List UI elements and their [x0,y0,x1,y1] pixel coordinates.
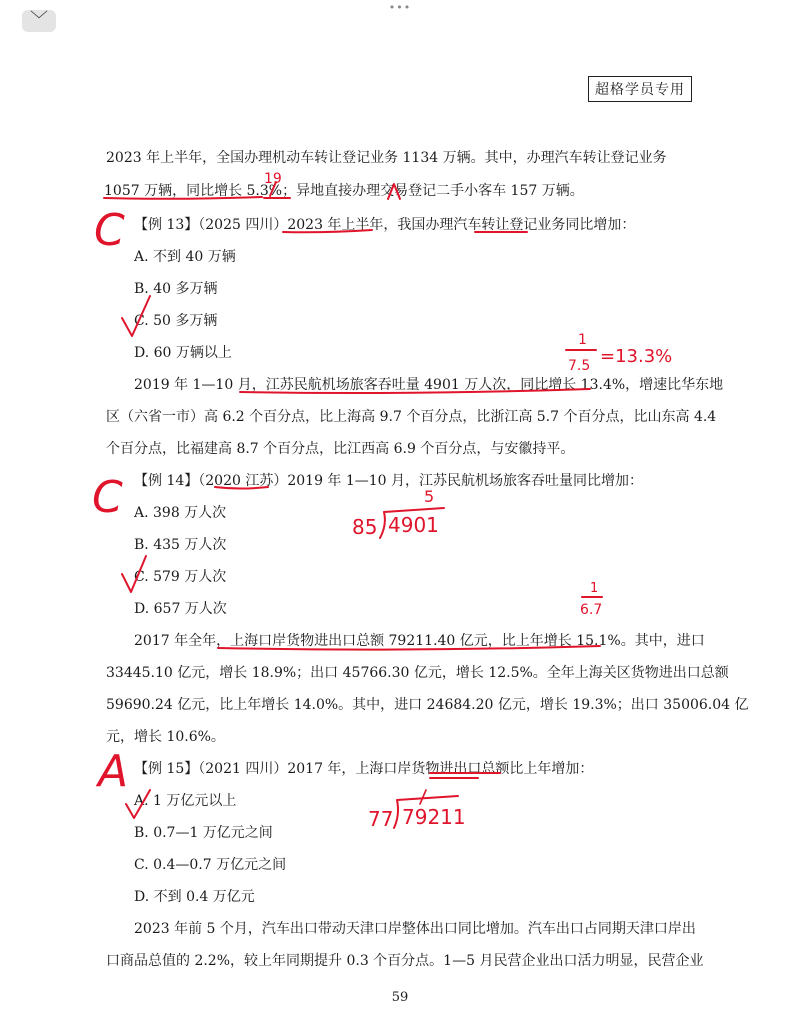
calc14-dividend: 4901 [388,513,439,537]
q14-option-a: A. 398 万人次 [134,505,227,521]
paragraph-3-line-4: 元，增长 10.6%。 [106,729,225,745]
q14-option-d: D. 657 万人次 [134,601,227,617]
q13-option-c: C. 50 多万辆 [134,313,218,329]
paragraph-4-line-1: 2023 年前 5 个月，汽车出口带动天津口岸整体出口同比增加。汽车出口占同期天津口岸出 [134,921,696,937]
calc14-division-bracket [380,508,444,538]
paragraph-1-line-2: 1057 万辆，同比增长 5.3%；异地直接办理交易登记二手小客车 157 万辆。 [104,183,584,199]
note-19: 19 [264,171,282,187]
q15-option-d: D. 不到 0.4 万亿元 [134,889,255,905]
q15-stem: 【例 15】（2021 四川）2017 年，上海口岸货物进出口总额比上年增加： [134,761,594,777]
drag-handle-icon[interactable]: ••• [388,1,412,14]
member-stamp: 超格学员专用 [588,76,692,102]
q13-option-d: D. 60 万辆以上 [134,345,232,361]
note-6-7: 6.7 [580,602,603,618]
calc14-quotient: 5 [424,487,435,506]
paragraph-3-line-2: 33445.10 亿元，增长 18.9%；出口 45766.30 亿元，增长 12.5%。全年上海关区货物进出口总额 [106,665,729,681]
calc13-result: =13.3% [600,346,673,367]
paragraph-2-line-2: 区（六省一市）高 6.2 个百分点，比上海高 9.7 个百分点，比浙江高 5.7 个百分点，比山东高 4.4 [106,409,717,425]
q15-answer-letter: A [98,746,129,797]
q15-option-c: C. 0.4—0.7 万亿元之间 [134,857,287,873]
q13-option-b: B. 40 多万辆 [134,281,218,297]
q14-stem: 【例 14】（2020 江苏）2019 年 1—10 月，江苏民航机场旅客吞吐量同比增加： [134,473,644,489]
paragraph-2-line-3: 个百分点，比福建高 8.7 个百分点，比江西高 6.9 个百分点，与安徽持平。 [106,441,575,457]
q13-stem: 【例 13】（2025 四川）2023 年上半年，我国办理汽车转让登记业务同比增加： [134,217,636,233]
calc13-numerator: 1 [578,332,587,348]
paragraph-3-line-1: 2017 年全年，上海口岸货物进出口总额 79211.40 亿元，比上年增长 15.1%。其中，进口 [134,633,705,649]
paragraph-4-line-2: 口商品总值的 2.2%，较上年同期提升 0.3 个百分点。1—5 月民营企业出口活力明显，民营企业 [106,953,704,969]
calc15-division-bracket [394,796,458,828]
calc15-divisor: 77 [368,807,394,831]
calc15-dividend: 79211 [402,805,466,829]
chevron-down-button[interactable] [22,10,56,32]
paragraph-3-line-3: 59690.24 亿元，比上年增长 14.0%。其中，进口 24684.20 亿元，增长 19.3%；出口 35006.04 亿 [106,697,749,713]
note-1: 1 [590,581,599,596]
calc15-quotient-mark [420,790,426,804]
paragraph-1-line-1: 2023 年上半年，全国办理机动车转让登记业务 1134 万辆。其中，办理汽车转让登记业务 [106,150,667,166]
q15-option-a: A. 1 万亿元以上 [134,793,237,809]
calc14-divisor: 85 [352,515,378,539]
paragraph-2-line-1: 2019 年 1—10 月，江苏民航机场旅客吞吐量 4901 万人次，同比增长 13.4%，增速比华东地 [134,377,724,393]
q13-option-a: A. 不到 40 万辆 [134,249,236,265]
q13-answer-letter: C [94,205,125,256]
q15-option-b: B. 0.7—1 万亿元之间 [134,825,273,841]
chevron-down-icon: ﹀ [30,10,48,31]
q14-option-c: C. 579 万人次 [134,569,227,585]
q14-answer-letter: C [92,472,123,523]
q14-option-b: B. 435 万人次 [134,537,227,553]
calc13-denominator: 7.5 [568,358,591,374]
page-number: 59 [391,990,409,1005]
